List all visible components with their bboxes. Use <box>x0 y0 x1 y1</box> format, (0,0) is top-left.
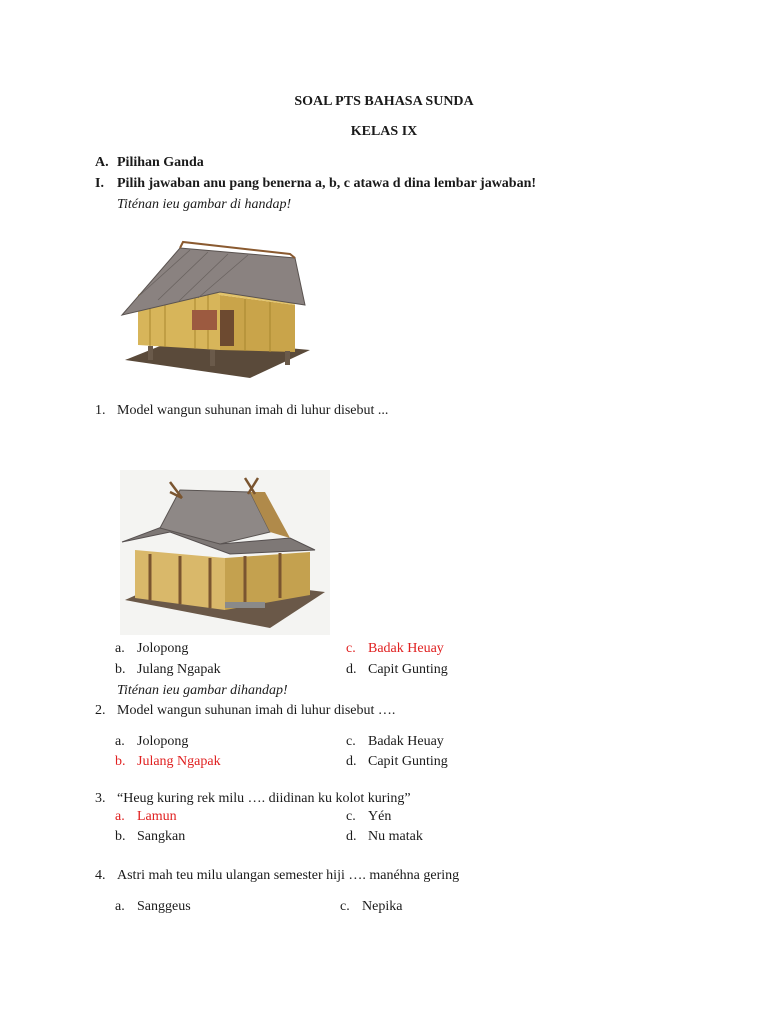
question-2-number: 2. <box>95 703 106 718</box>
q3-option-c-text[interactable]: Yén <box>368 809 392 824</box>
q3-option-b-text[interactable]: Sangkan <box>137 829 186 844</box>
q1-option-d-text[interactable]: Capit Gunting <box>368 662 448 677</box>
question-3-text: “Heug kuring rek milu …. diidinan ku kolot kuring” <box>117 791 411 806</box>
q3-option-a-letter[interactable]: a. <box>115 809 125 824</box>
q1-option-a-text[interactable]: Jolopong <box>137 641 189 656</box>
look-instruction-2: Titénan ieu gambar dihandap! <box>117 683 288 698</box>
q3-option-a-text[interactable]: Lamun <box>137 809 177 824</box>
question-3-number: 3. <box>95 791 106 806</box>
instruction-text: Pilih jawaban anu pang benerna a, b, c atawa d dina lembar jawaban! <box>117 176 537 191</box>
q3-option-c-letter[interactable]: c. <box>346 809 356 824</box>
q4-option-c-text[interactable]: Nepika <box>362 899 403 914</box>
question-4-text: Astri mah teu milu ulangan semester hiji …. manéhna gering <box>117 868 460 883</box>
q4-option-c-letter[interactable]: c. <box>340 899 350 914</box>
section-letter: A. <box>95 155 109 170</box>
question-4-number: 4. <box>95 868 106 883</box>
q3-option-d-letter[interactable]: d. <box>346 829 357 844</box>
house-image-jolopong <box>120 240 312 380</box>
q2-option-b-letter[interactable]: b. <box>115 754 126 769</box>
q4-option-a-letter[interactable]: a. <box>115 899 125 914</box>
q3-option-b-letter[interactable]: b. <box>115 829 126 844</box>
q2-option-d-letter[interactable]: d. <box>346 754 357 769</box>
question-2-text: Model wangun suhunan imah di luhur disebut …. <box>117 703 396 718</box>
q1-option-a-letter[interactable]: a. <box>115 641 125 656</box>
q2-option-a-text[interactable]: Jolopong <box>137 734 189 749</box>
q2-option-b-text[interactable]: Julang Ngapak <box>137 754 221 769</box>
q2-option-d-text[interactable]: Capit Gunting <box>368 754 448 769</box>
page-title: SOAL PTS BAHASA SUNDA <box>294 94 474 109</box>
house-image-badak-heuay <box>120 470 330 635</box>
q1-option-c-letter[interactable]: c. <box>346 641 356 656</box>
q1-option-b-text[interactable]: Julang Ngapak <box>137 662 221 677</box>
look-instruction-1: Titénan ieu gambar di handap! <box>117 197 292 212</box>
q3-option-d-text[interactable]: Nu matak <box>368 829 423 844</box>
class-label: KELAS IX <box>350 124 418 139</box>
q1-option-d-letter[interactable]: d. <box>346 662 357 677</box>
q1-option-c-text[interactable]: Badak Heuay <box>368 641 444 656</box>
roman-numeral: I. <box>95 176 104 191</box>
question-1-text: Model wangun suhunan imah di luhur disebut ... <box>117 403 389 418</box>
q2-option-c-letter[interactable]: c. <box>346 734 356 749</box>
question-1-number: 1. <box>95 403 106 418</box>
section-name: Pilihan Ganda <box>117 155 204 170</box>
q1-option-b-letter[interactable]: b. <box>115 662 126 677</box>
q2-option-a-letter[interactable]: a. <box>115 734 125 749</box>
q4-option-a-text[interactable]: Sanggeus <box>137 899 191 914</box>
q2-option-c-text[interactable]: Badak Heuay <box>368 734 444 749</box>
